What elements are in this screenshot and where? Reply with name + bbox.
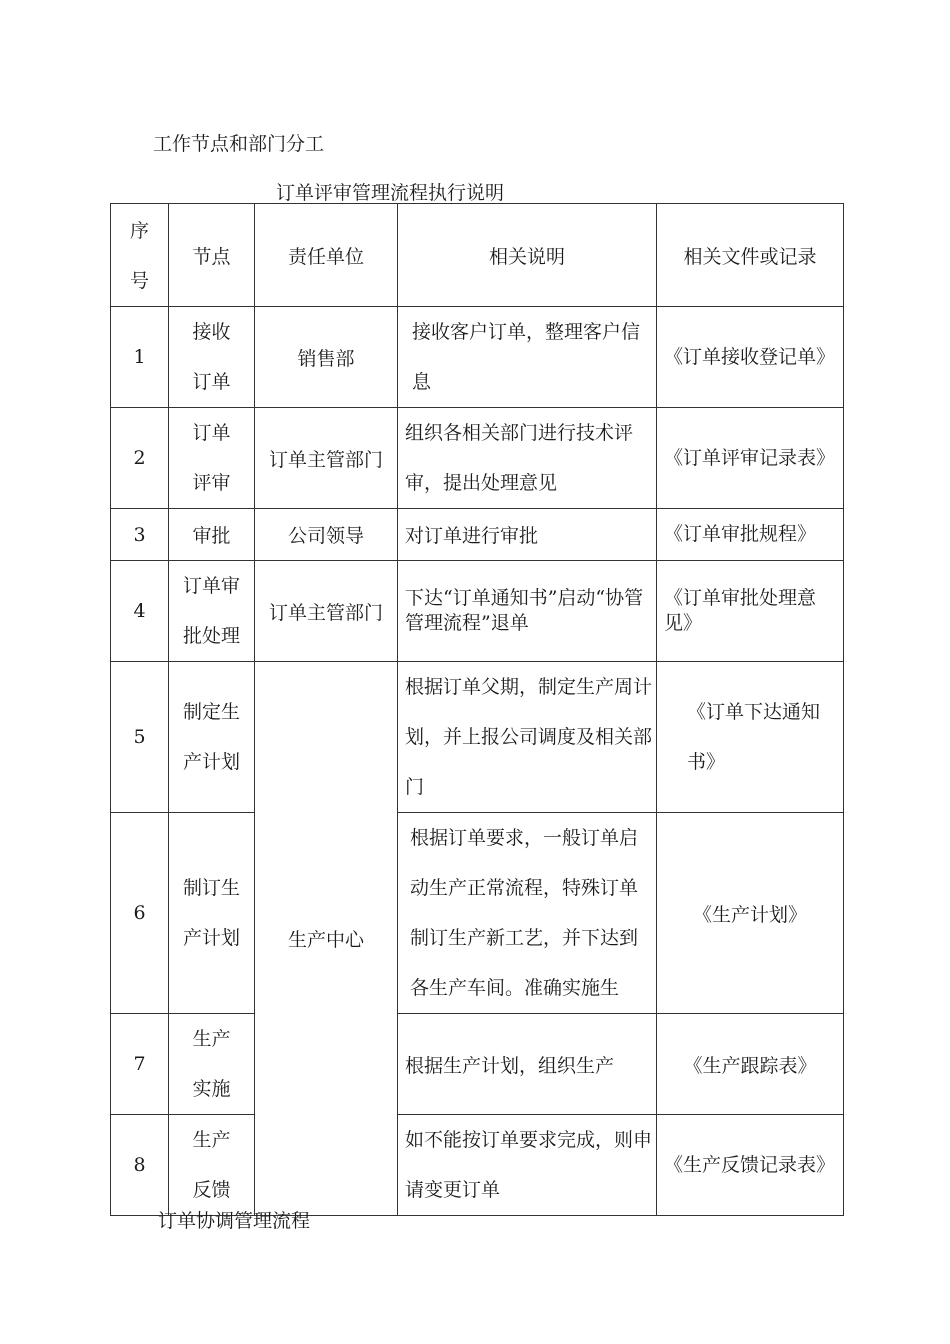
row-node-text: 生产反馈 [192,1129,231,1201]
row-node [169,1115,255,1216]
table-row [111,662,844,813]
row-docs: 《订单审批处理意见》 [657,561,844,662]
row-desc: 根据订单要求，一般订单启动生产正常流程，特殊订单制订生产新工艺，并下达到各生产车间。准确实施生 [398,813,657,1014]
row-seq: 2 [111,408,169,509]
row-seq: 8 [111,1115,169,1216]
row-docs: 《订单下达通知书》 [657,662,844,813]
row-desc: 如不能按订单要求完成，则申请变更订单 [398,1115,657,1216]
table-row [111,561,844,662]
row-node-text: 生产实施 [192,1028,231,1100]
row-docs: 《订单接收登记单》 [657,307,844,408]
row-seq: 1 [111,307,169,408]
row-node [169,408,255,509]
table-row [111,509,844,561]
row-docs: 《生产跟踪表》 [657,1014,844,1115]
row-docs: 《生产计划》 [657,813,844,1014]
row-node-text: 订单审批处理 [182,575,240,647]
row-desc: 接收客户订单，整理客户信息 [398,307,657,408]
row-unit: 公司领导 [255,509,398,561]
row-node-text: 制定生产计划 [182,701,240,773]
row-docs: 《订单审批规程》 [657,509,844,561]
row-docs: 《生产反馈记录表》 [657,1115,844,1216]
row-desc: 对订单进行审批 [398,509,657,561]
header-node: 节点 [169,204,255,307]
header-seq-text: 序号 [129,220,149,292]
table-row [111,1014,844,1115]
process-table [110,203,844,1216]
table-header-row [111,204,844,307]
row-node [169,813,255,1014]
row-node [169,307,255,408]
row-node: 审批 [169,509,255,561]
row-node-text: 制订生产计划 [182,877,240,949]
table-caption: 订单评审管理流程执行说明 [276,182,505,204]
table-row [111,813,844,1014]
row-seq: 6 [111,813,169,1014]
row-desc: 根据订单父期，制定生产周计划，并上报公司调度及相关部门 [398,662,657,813]
row-unit: 销售部 [255,307,398,408]
row-node-text: 订单评审 [192,422,231,494]
row-desc: 组织各相关部门进行技术评审，提出处理意见 [398,408,657,509]
row-seq: 5 [111,662,169,813]
next-section-heading: 订单协调管理流程 [158,1210,311,1232]
row-seq: 4 [111,561,169,662]
row-seq: 3 [111,509,169,561]
row-seq: 7 [111,1014,169,1115]
row-node [169,1014,255,1115]
row-unit: 订单主管部门 [255,408,398,509]
header-desc: 相关说明 [398,204,657,307]
row-desc: 根据生产计划，组织生产 [398,1014,657,1115]
row-unit: 订单主管部门 [255,561,398,662]
header-unit: 责任单位 [255,204,398,307]
row-docs: 《订单评审记录表》 [657,408,844,509]
row-node [169,561,255,662]
header-docs: 相关文件或记录 [657,204,844,307]
table-row [111,307,844,408]
row-unit-merged: 生产中心 [255,662,398,1216]
header-seq [111,204,169,307]
table-row [111,408,844,509]
row-desc: 下达“订单通知书”启动“协管管理流程”退单 [398,561,657,662]
row-node-text: 接收订单 [192,321,231,393]
section-heading: 工作节点和部门分工 [153,133,325,155]
row-node [169,662,255,813]
table-row [111,1115,844,1216]
